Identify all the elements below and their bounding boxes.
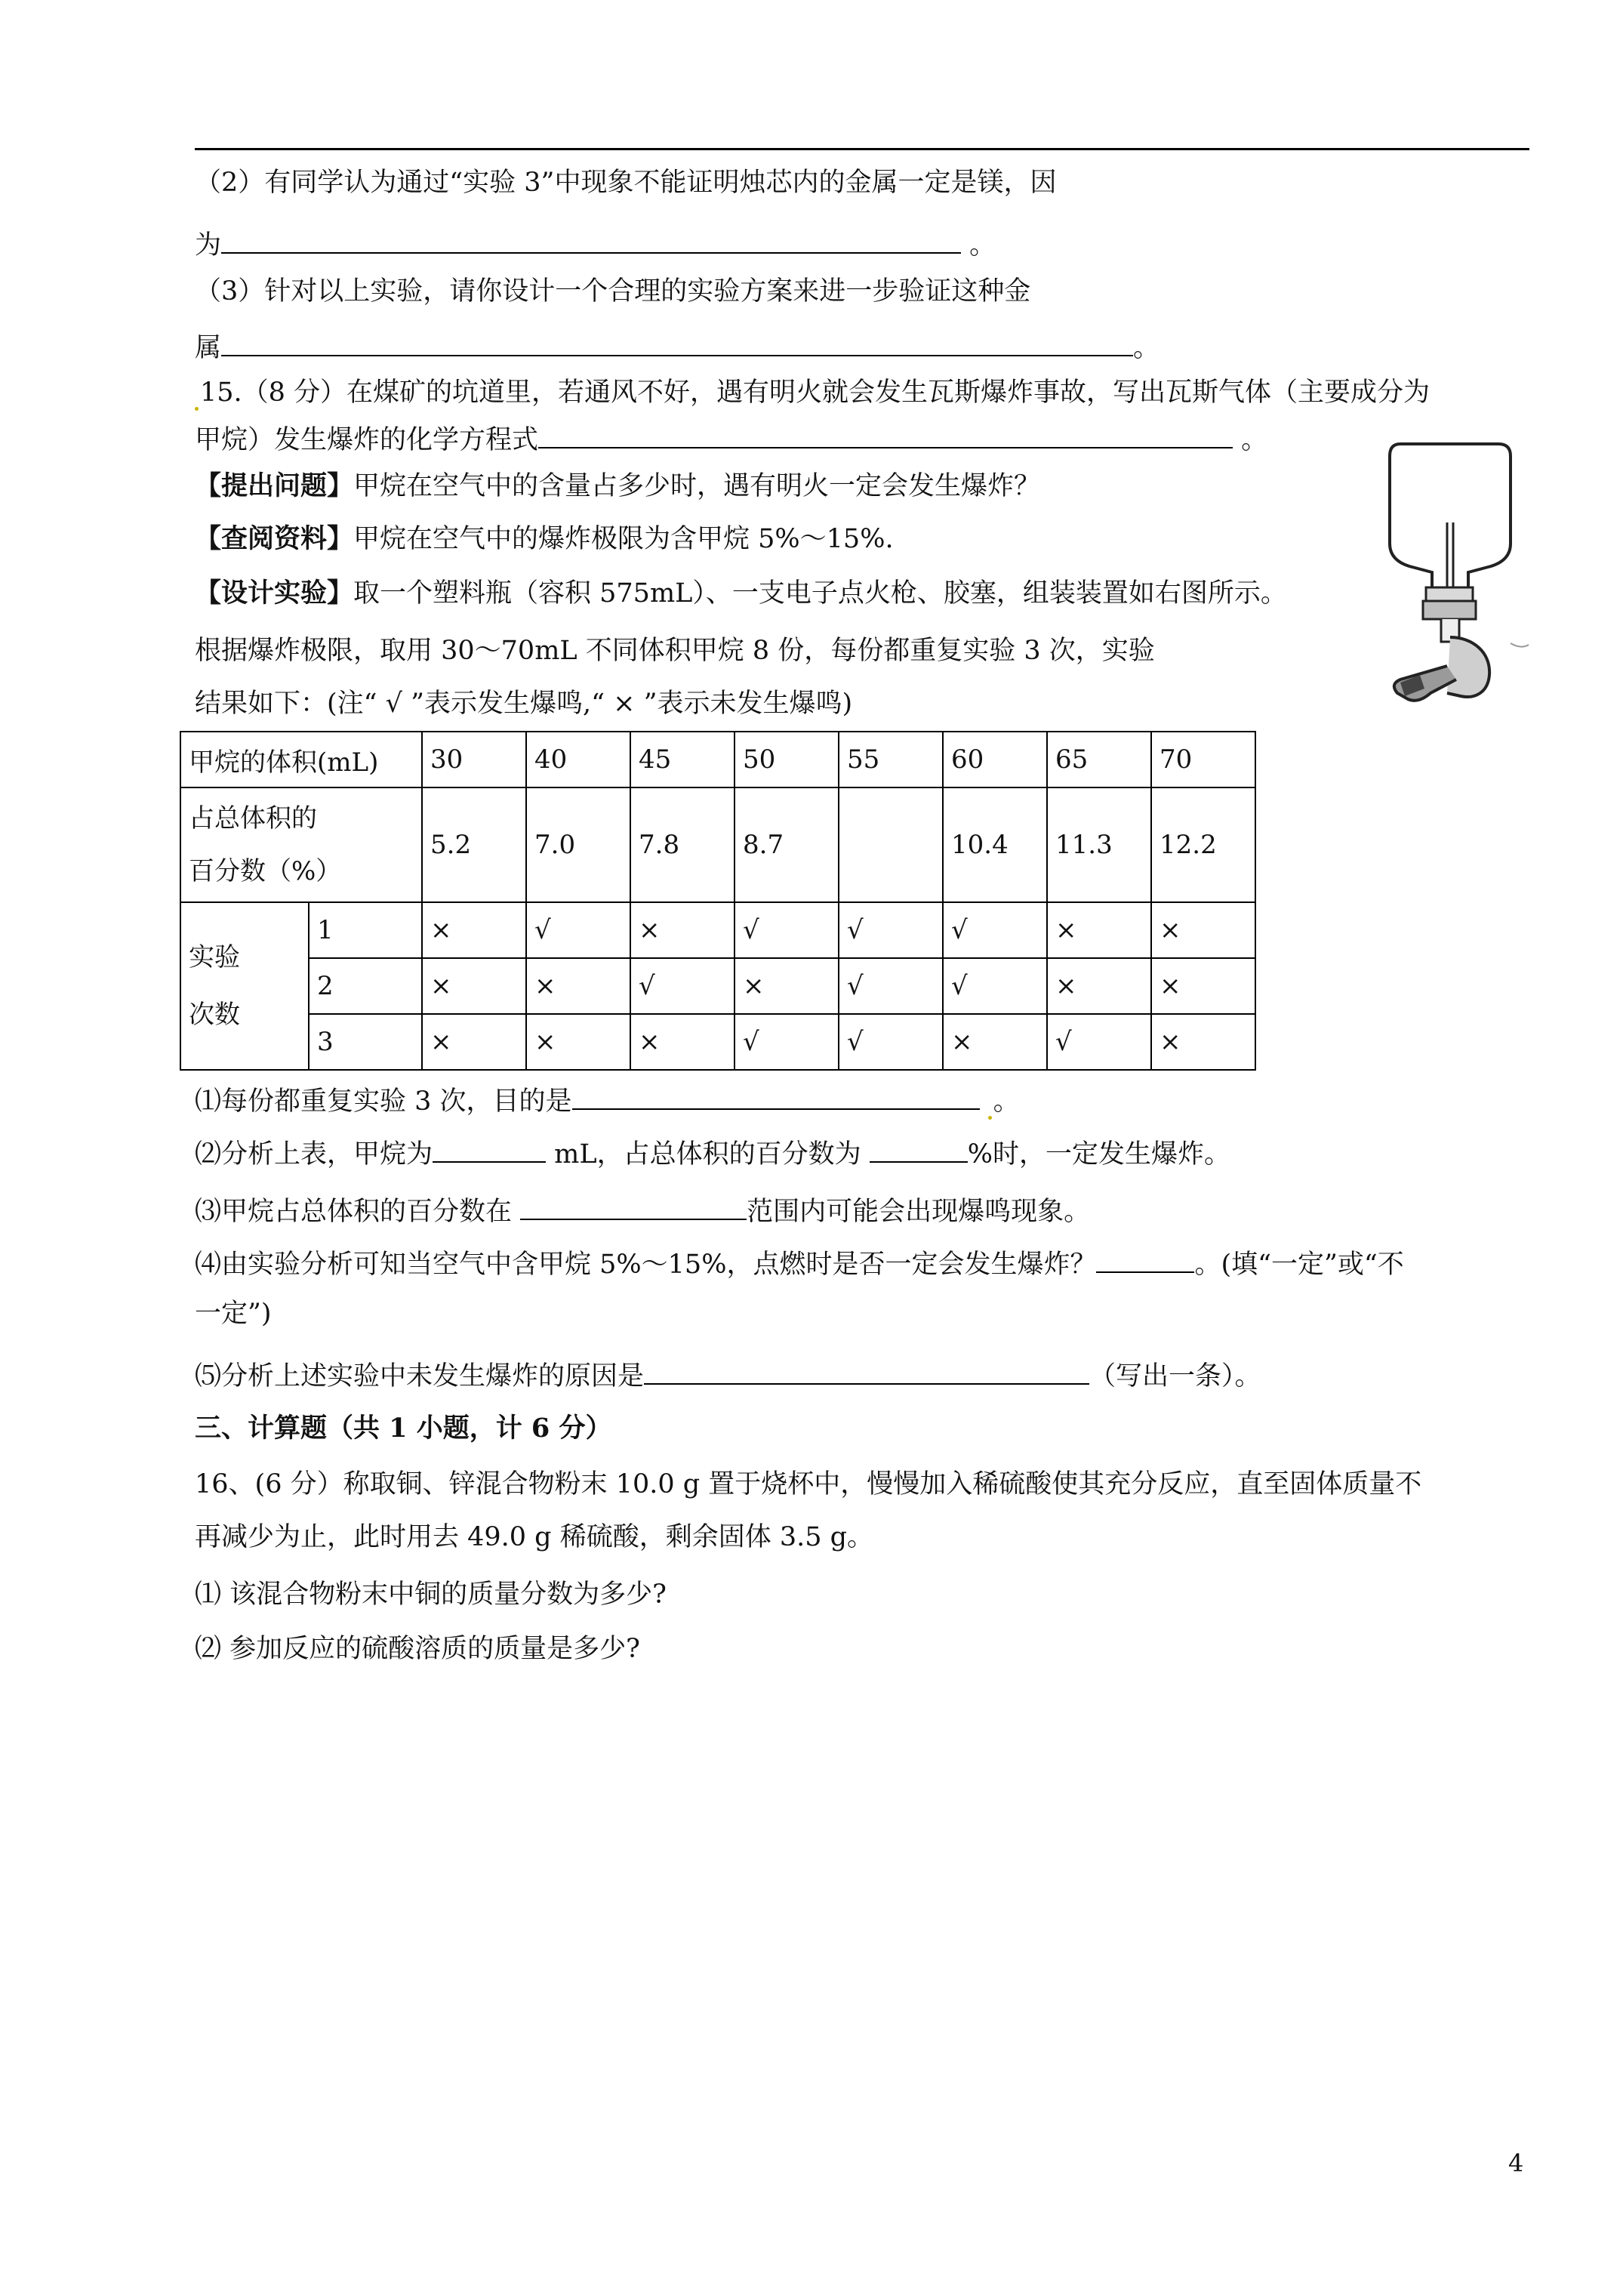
volume-cell: 40	[526, 732, 630, 787]
q16-line2: 再减少为止，此时用去 49.0 g 稀硫酸，剩余固体 3.5 g。	[195, 1522, 874, 1552]
table-row-trial-3	[180, 1014, 1255, 1070]
answer-blank-s3[interactable]	[520, 1191, 747, 1220]
percent-cell: 8.7	[735, 787, 839, 902]
result-cell: ×	[526, 958, 630, 1014]
answer-blank-equation[interactable]	[538, 420, 1233, 448]
volume-cell: 70	[1151, 732, 1255, 787]
answer-blank-s2-volume[interactable]	[433, 1134, 546, 1163]
result-cell: √	[839, 1014, 943, 1070]
section3-heading: 三、计算题（共 1 小题，计 6 分）	[195, 1413, 612, 1444]
header-rule	[195, 148, 1529, 150]
q14-part2-line1: （2）有同学认为通过“实验 3”中现象不能证明烛芯内的金属一定是镁，因	[195, 168, 1057, 198]
percent-cell: 7.0	[526, 787, 630, 902]
q15-design: 【设计实验】取一个塑料瓶（容积 575mL）、一支电子点火枪、胶塞，组装装置如右图所示。	[195, 578, 1287, 609]
q15-sub2: ⑵分析上表，甲烷为 mL，占总体积的百分数为 %时，一定发生爆炸。	[195, 1134, 1230, 1173]
volume-cell: 50	[735, 732, 839, 787]
q15-sub1: ⑴每份都重复实验 3 次，目的是 。	[195, 1081, 1020, 1120]
answer-blank-q14-3[interactable]	[221, 328, 1133, 356]
apparatus-bottle-igniter-figure	[1378, 439, 1532, 707]
result-cell: ×	[422, 958, 526, 1014]
result-cell: ×	[630, 1014, 735, 1070]
volume-label-cell: 甲烷的体积(mL)	[180, 732, 422, 787]
q15-sub4-line2: 一定”)	[195, 1299, 272, 1329]
q15-question: 【提出问题】甲烷在空气中的含量占多少时，遇有明火一定会发生爆炸？	[195, 470, 1041, 501]
q15-sub5: ⑸分析上述实验中未发生爆炸的原因是 （写出一条）。	[195, 1356, 1261, 1395]
ink-dot	[195, 407, 199, 411]
volume-cell: 60	[943, 732, 1047, 787]
q15-design-line2: 根据爆炸极限，取用 30～70mL 不同体积甲烷 8 份，每份都重复实验 3 次，实验	[195, 636, 1155, 666]
result-cell: √	[943, 958, 1047, 1014]
result-cell: √	[943, 902, 1047, 958]
percent-label-cell: 占总体积的 百分数（%）	[180, 787, 422, 902]
q16-line1: 16、(6 分）称取铜、锌混合物粉末 10.0 g 置于烧杯中，慢慢加入稀硫酸使其充分反应，直至固体质量不	[195, 1469, 1422, 1499]
result-cell: ×	[943, 1014, 1047, 1070]
result-cell: ×	[630, 902, 735, 958]
trial-number-cell: 2	[309, 958, 422, 1014]
result-cell: √	[735, 1014, 839, 1070]
q15-sub4-line1: ⑷由实验分析可知当空气中含甲烷 5%～15%，点燃时是否一定会发生爆炸？ 。(填“一定”或“不	[195, 1244, 1404, 1283]
volume-cell: 30	[422, 732, 526, 787]
q15-reference: 【查阅资料】甲烷在空气中的爆炸极限为含甲烷 5%～15%.	[195, 523, 894, 554]
q15-intro-line1: 15.（8 分）在煤矿的坑道里，若通风不好，遇有明火就会发生瓦斯爆炸事故，写出瓦斯气体（主要成分为	[195, 374, 1430, 411]
result-cell: ×	[422, 1014, 526, 1070]
result-cell: ×	[1151, 958, 1255, 1014]
answer-blank-s1[interactable]	[572, 1081, 980, 1110]
answer-blank-s5[interactable]	[644, 1356, 1089, 1385]
volume-cell: 55	[839, 732, 943, 787]
result-cell: ×	[526, 1014, 630, 1070]
q15-intro-line2: 甲烷）发生爆炸的化学方程式 。	[195, 420, 1267, 458]
result-cell: ×	[1151, 902, 1255, 958]
percent-cell: 12.2	[1151, 787, 1255, 902]
result-cell: √	[526, 902, 630, 958]
q15-sub3: ⑶甲烷占总体积的百分数在 范围内可能会出现爆鸣现象。	[195, 1191, 1090, 1230]
result-cell: ×	[735, 958, 839, 1014]
table-row-trial-2	[180, 958, 1255, 1014]
table-row-percent	[180, 787, 1255, 902]
result-cell: √	[839, 958, 943, 1014]
answer-blank-s2-percent[interactable]	[870, 1134, 968, 1163]
result-cell: ×	[422, 902, 526, 958]
result-cell: ×	[1151, 1014, 1255, 1070]
result-cell: √	[735, 902, 839, 958]
percent-cell	[839, 787, 943, 902]
percent-cell: 5.2	[422, 787, 526, 902]
q14-part2-line2: 为 。	[195, 225, 996, 264]
answer-blank-s4[interactable]	[1096, 1244, 1194, 1273]
ink-dot	[988, 1116, 992, 1120]
result-cell: √	[630, 958, 735, 1014]
trial-number-cell: 1	[309, 902, 422, 958]
q15-design-line3: 结果如下：(注“ √ ”表示发生爆鸣,“ × ”表示未发生爆鸣)	[195, 689, 853, 719]
q16-sub1: ⑴ 该混合物粉末中铜的质量分数为多少?	[195, 1579, 667, 1610]
q14-part3-line1: （3）针对以上实验，请你设计一个合理的实验方案来进一步验证这种金	[195, 276, 1031, 307]
table-row-volume	[180, 732, 1255, 787]
percent-cell: 11.3	[1047, 787, 1151, 902]
methane-experiment-table	[180, 731, 1256, 1071]
q14-part3-line2: 属 。	[195, 328, 1160, 366]
result-cell: √	[1047, 1014, 1151, 1070]
volume-cell: 45	[630, 732, 735, 787]
result-cell: ×	[1047, 902, 1151, 958]
percent-cell: 10.4	[943, 787, 1047, 902]
result-cell: √	[839, 902, 943, 958]
q16-sub2: ⑵ 参加反应的硫酸溶质的质量是多少?	[195, 1634, 640, 1664]
answer-blank-q14-2[interactable]	[221, 225, 961, 254]
result-cell: ×	[1047, 958, 1151, 1014]
trial-label-cell: 实验 次数	[180, 902, 309, 1070]
page-number: 4	[1508, 2149, 1524, 2177]
percent-cell: 7.8	[630, 787, 735, 902]
volume-cell: 65	[1047, 732, 1151, 787]
table-row-trial-1	[180, 902, 1255, 958]
trial-number-cell: 3	[309, 1014, 422, 1070]
